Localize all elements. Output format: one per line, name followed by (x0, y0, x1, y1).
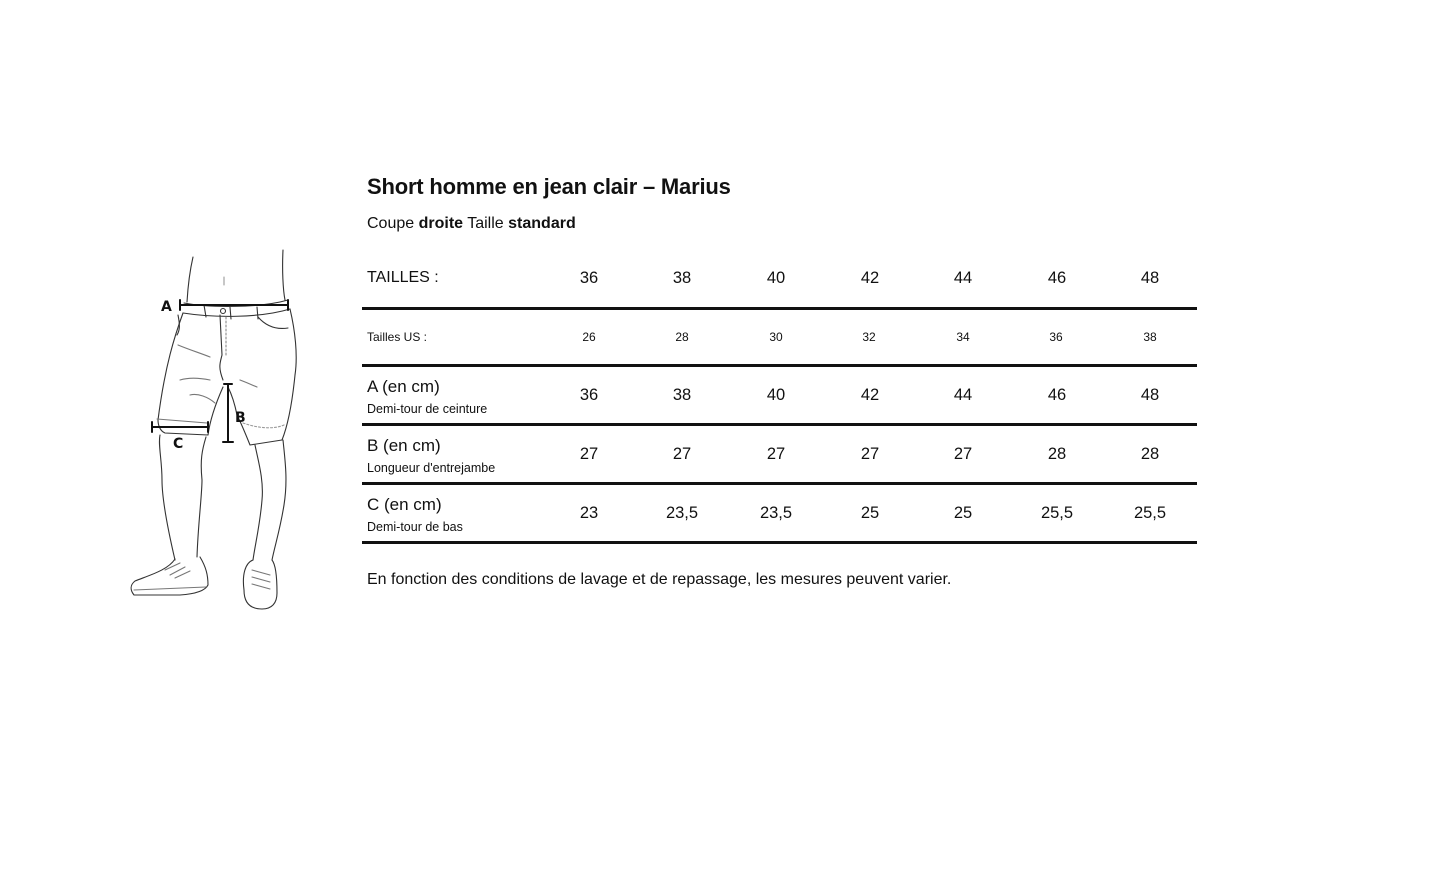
table-row-us-sizes (362, 307, 1197, 366)
size-header-cell: 36 (579, 269, 599, 287)
measure-cell: 46 (1047, 386, 1067, 404)
measure-cell: 25 (860, 504, 880, 522)
us-size-cell: 32 (862, 330, 876, 344)
marker-c-label: C (173, 436, 184, 452)
measure-cell: 27 (953, 445, 973, 463)
size-header-cell: 40 (766, 269, 786, 287)
row-divider (362, 541, 1197, 544)
marker-a-label: A (161, 299, 172, 315)
measure-cell: 27 (766, 445, 786, 463)
table-row-measure-c (362, 484, 1197, 543)
measure-cell: 25,5 (1133, 504, 1167, 522)
measure-cell: 40 (766, 386, 786, 404)
measure-cell: 38 (672, 386, 692, 404)
measure-cell: 44 (953, 386, 973, 404)
measure-cell: 48 (1140, 386, 1160, 404)
measure-a-label: A (en cm) (367, 377, 440, 396)
measure-cell: 23,5 (759, 504, 793, 522)
us-size-cell: 28 (675, 330, 689, 344)
measure-b-label: B (en cm) (367, 436, 441, 455)
cut-value: droite (418, 215, 464, 232)
measure-cell: 23 (579, 504, 599, 522)
table-row-measure-b (362, 425, 1197, 484)
us-sizes-label: Tailles US : (367, 330, 428, 344)
table-row-measure-a (362, 366, 1197, 425)
measure-b-sublabel: Longueur d'entrejambe (367, 461, 496, 475)
size-chart-table (362, 250, 1197, 543)
measure-cell: 28 (1140, 445, 1160, 463)
marker-b-label: B (235, 410, 246, 426)
measure-cell: 25 (953, 504, 973, 522)
measure-cell: 25,5 (1040, 504, 1074, 522)
size-header-cell: 42 (860, 269, 880, 287)
size-value: standard (508, 215, 576, 232)
size-header-cell: 44 (953, 269, 973, 287)
cut-prefix: Coupe (367, 215, 415, 232)
measure-c-label: C (en cm) (367, 495, 442, 514)
measure-cell: 36 (579, 386, 599, 404)
table-header-row (362, 250, 1197, 307)
measure-cell: 27 (579, 445, 599, 463)
us-size-cell: 30 (769, 330, 783, 344)
measure-cell: 27 (860, 445, 880, 463)
measure-a-sublabel: Demi-tour de ceinture (367, 402, 488, 416)
sizes-header-label: TAILLES : (367, 269, 439, 286)
size-header-cell: 38 (672, 269, 692, 287)
measure-cell: 23,5 (665, 504, 699, 522)
us-size-cell: 34 (956, 330, 970, 344)
size-header-cell: 48 (1140, 269, 1160, 287)
measure-cell: 28 (1047, 445, 1067, 463)
size-prefix: Taille (467, 215, 504, 232)
us-size-cell: 26 (582, 330, 596, 344)
measure-cell: 42 (860, 386, 880, 404)
product-title: Short homme en jean clair – Marius (367, 174, 731, 199)
measurement-disclaimer: En fonction des conditions de lavage et de repassage, les mesures peuvent varier. (367, 571, 952, 588)
shorts-measurement-illustration (120, 245, 310, 615)
size-header-cell: 46 (1047, 269, 1067, 287)
fit-description (367, 215, 576, 233)
measure-cell: 27 (672, 445, 692, 463)
measure-c-sublabel: Demi-tour de bas (367, 520, 463, 534)
us-size-cell: 38 (1143, 330, 1157, 344)
us-size-cell: 36 (1049, 330, 1063, 344)
